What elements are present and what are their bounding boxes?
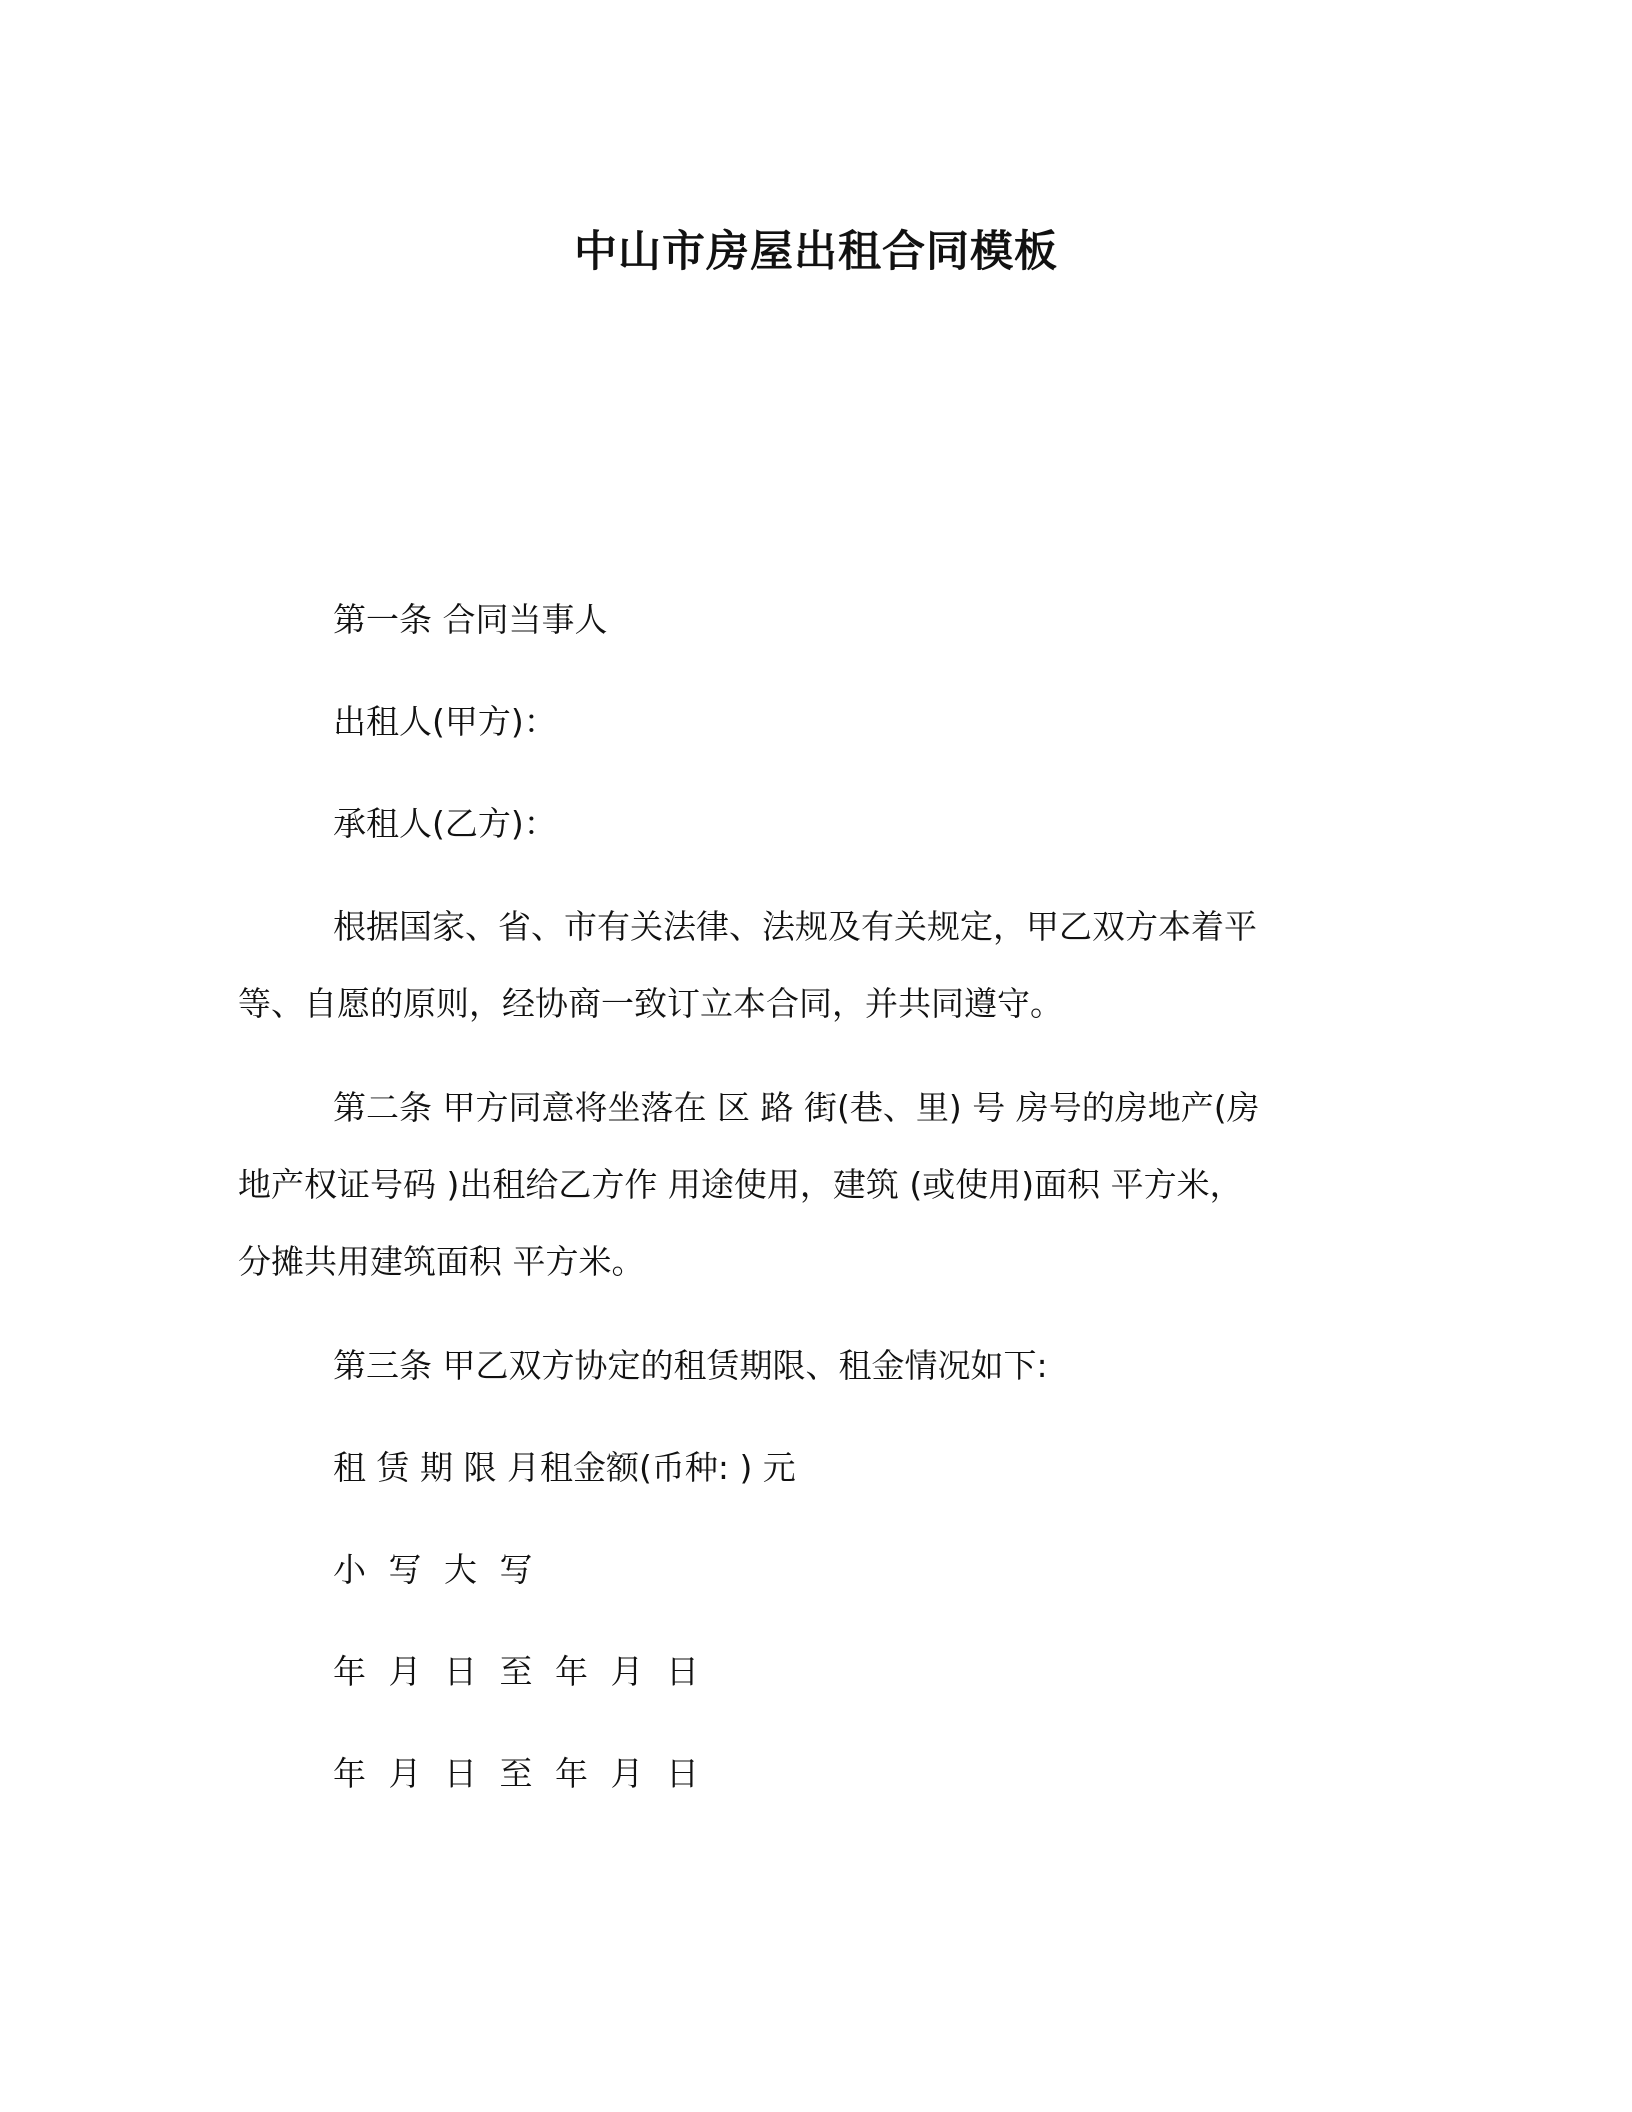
article-2-line-2: 地产权证号码 )出租给乙方作 用途使用，建筑 (或使用)面积 平方米， — [238, 1165, 1243, 1204]
date-range-row-2: 年 月 日 至 年 月 日 — [333, 1754, 705, 1793]
lessor-line: 出租人(甲方)： — [333, 702, 557, 741]
article-2-line-1: 第二条 甲方同意将坐落在 区 路 街(巷、里) 号 房号的房地产(房 — [333, 1088, 1260, 1127]
article-1-heading: 第一条 合同当事人 — [333, 600, 608, 639]
document-title: 中山市房屋出租合同模板 — [574, 227, 1058, 277]
lease-term-rent-header: 租 赁 期 限 月租金额(币种: ) 元 — [333, 1448, 796, 1487]
article-3-heading: 第三条 甲乙双方协定的租赁期限、租金情况如下: — [333, 1346, 1048, 1385]
preamble-line-2: 等、自愿的原则，经协商一致订立本合同，并共同遵守。 — [238, 984, 1063, 1023]
lessee-line: 承租人(乙方)： — [333, 804, 557, 843]
amount-case-header: 小 写 大 写 — [333, 1550, 539, 1589]
preamble-line-1: 根据国家、省、市有关法律、法规及有关规定，甲乙双方本着平 — [333, 907, 1257, 946]
article-2-line-3: 分摊共用建筑面积 平方米。 — [238, 1242, 645, 1281]
date-range-row-1: 年 月 日 至 年 月 日 — [333, 1652, 705, 1691]
